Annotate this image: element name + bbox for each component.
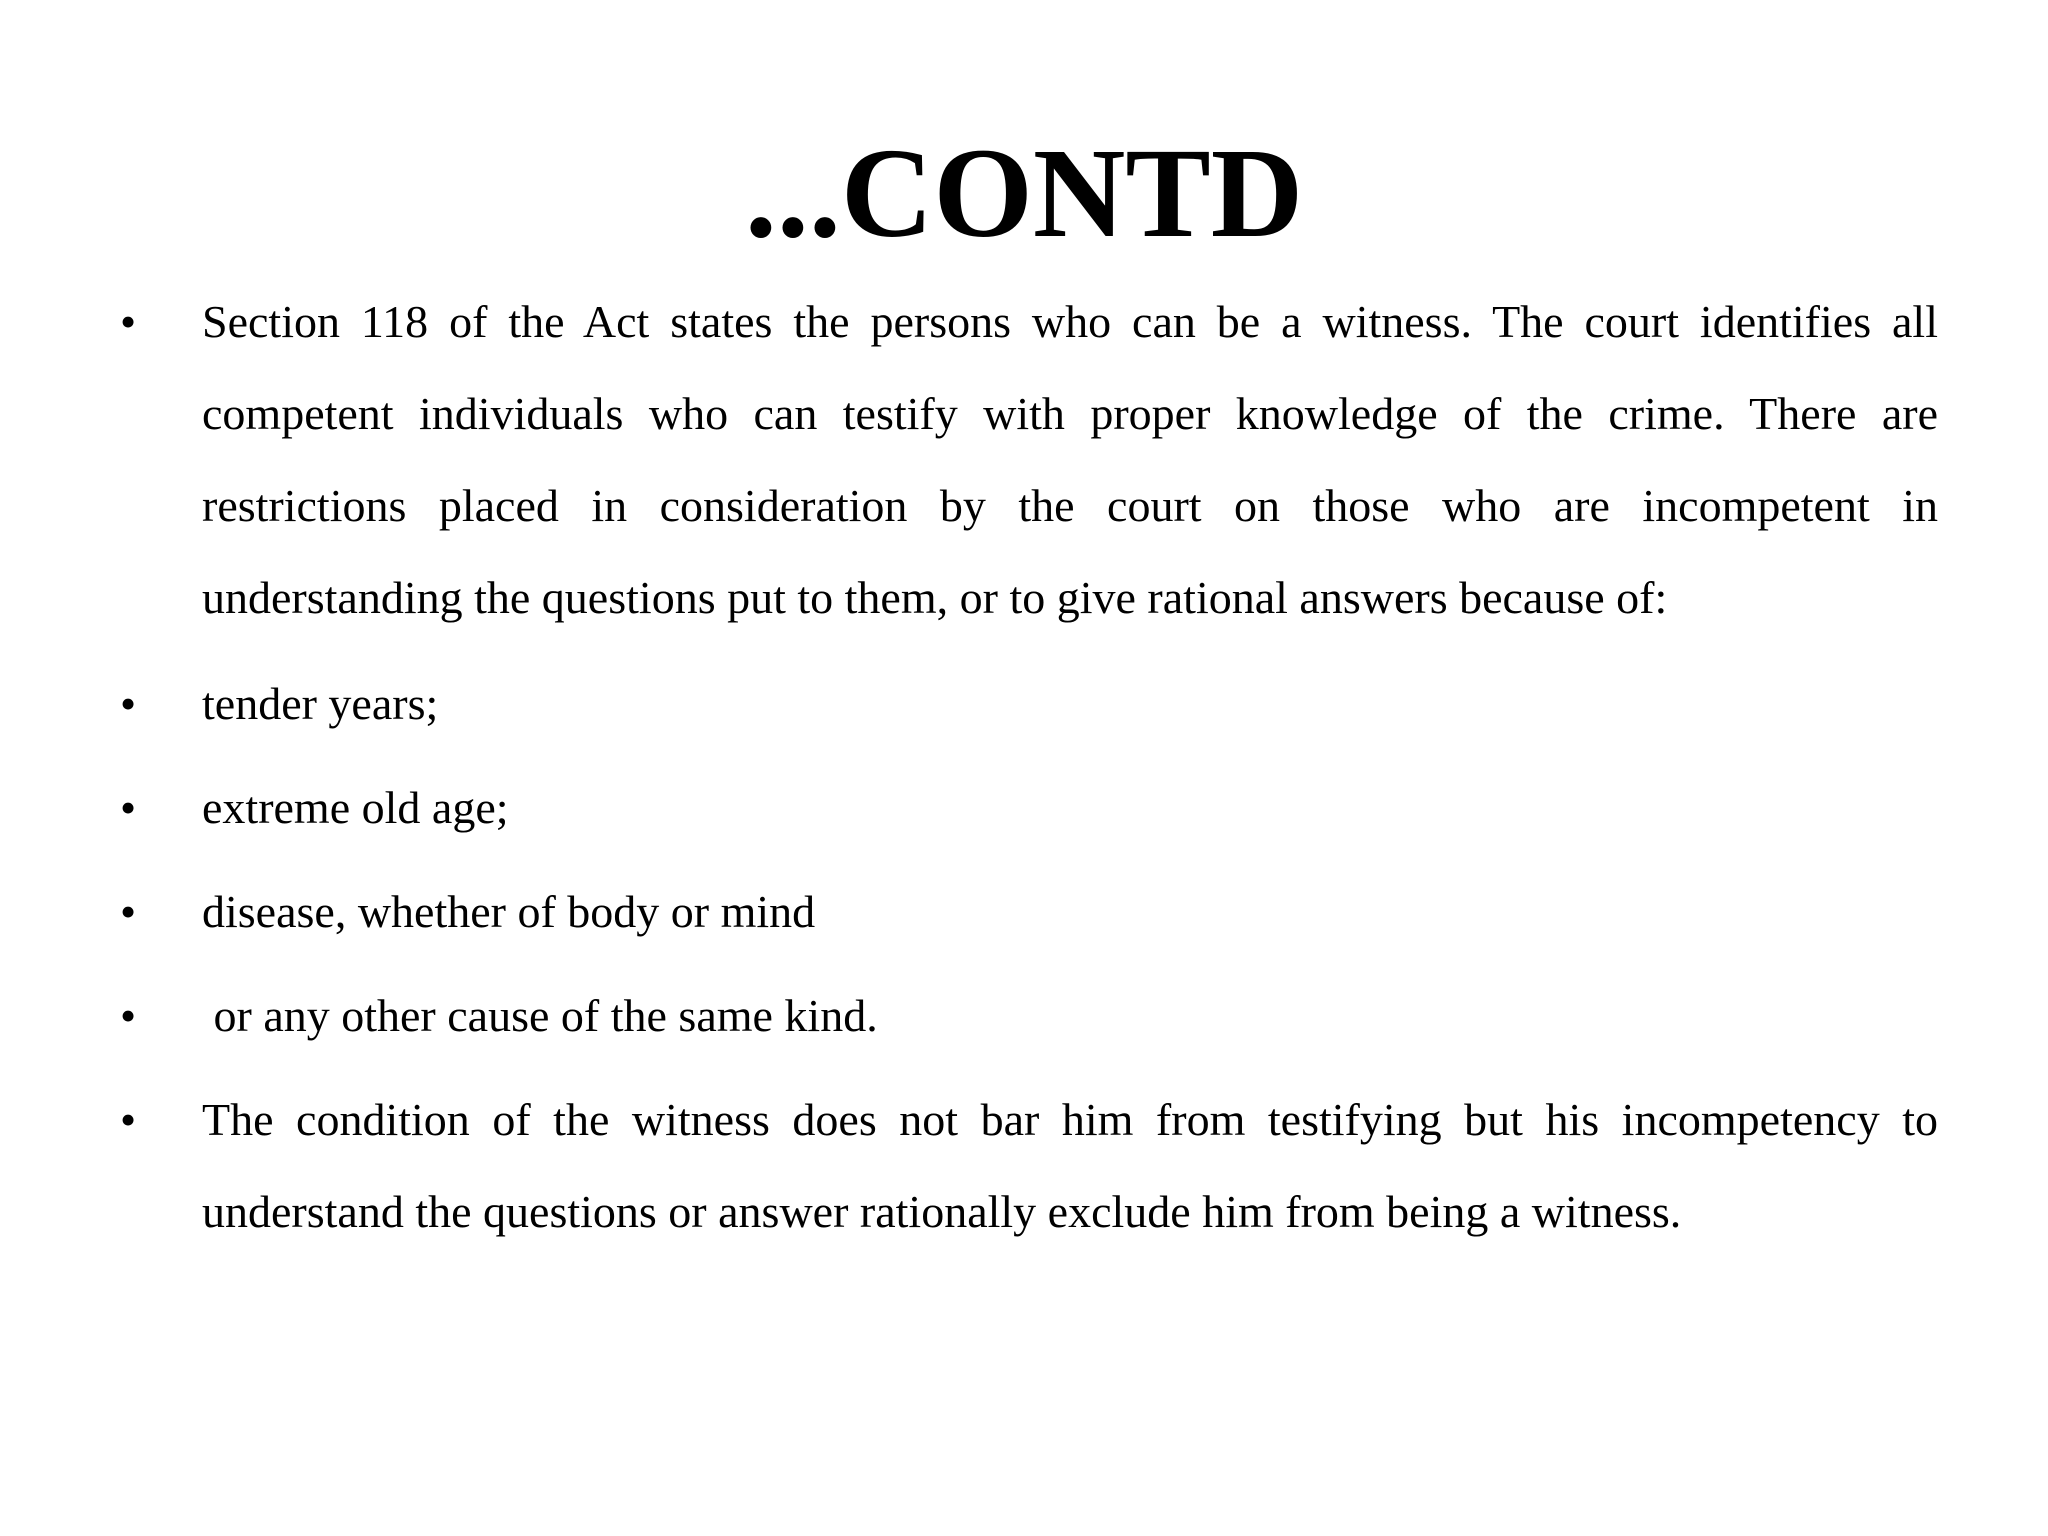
bullet-icon: • [120, 990, 137, 1041]
bullet-text: or any other cause of the same kind. [202, 990, 878, 1041]
bullet-text: The condition of the witness does not bar him from testifying but his incompetency to understand the questions or answer rationally exclude him from being a witness. [202, 1094, 1938, 1237]
bullet-text: disease, whether of body or mind [202, 886, 816, 937]
list-item [0, 762, 2048, 854]
bullet-text: tender years; [202, 678, 439, 729]
bullet-list [0, 276, 2048, 1258]
list-item [0, 866, 2048, 958]
bullet-icon: • [120, 1094, 137, 1145]
bullet-icon: • [120, 678, 137, 729]
bullet-icon: • [120, 296, 137, 347]
slide-title: ...CONTD [744, 122, 1304, 264]
list-item [0, 970, 2048, 1062]
list-item [0, 658, 2048, 750]
bullet-text: Section 118 of the Act states the persons who can be a witness. The court identifies all competent individuals who can testify with proper knowledge of the crime. There are restrictions placed in consideration by the court on those who are incompetent in understanding the questions put to them, or to give rational answers because of: [202, 296, 1938, 623]
list-item [0, 276, 2048, 644]
list-item [0, 1074, 2048, 1258]
bullet-text: extreme old age; [202, 782, 509, 833]
bullet-icon: • [120, 782, 137, 833]
bullet-icon: • [120, 886, 137, 937]
